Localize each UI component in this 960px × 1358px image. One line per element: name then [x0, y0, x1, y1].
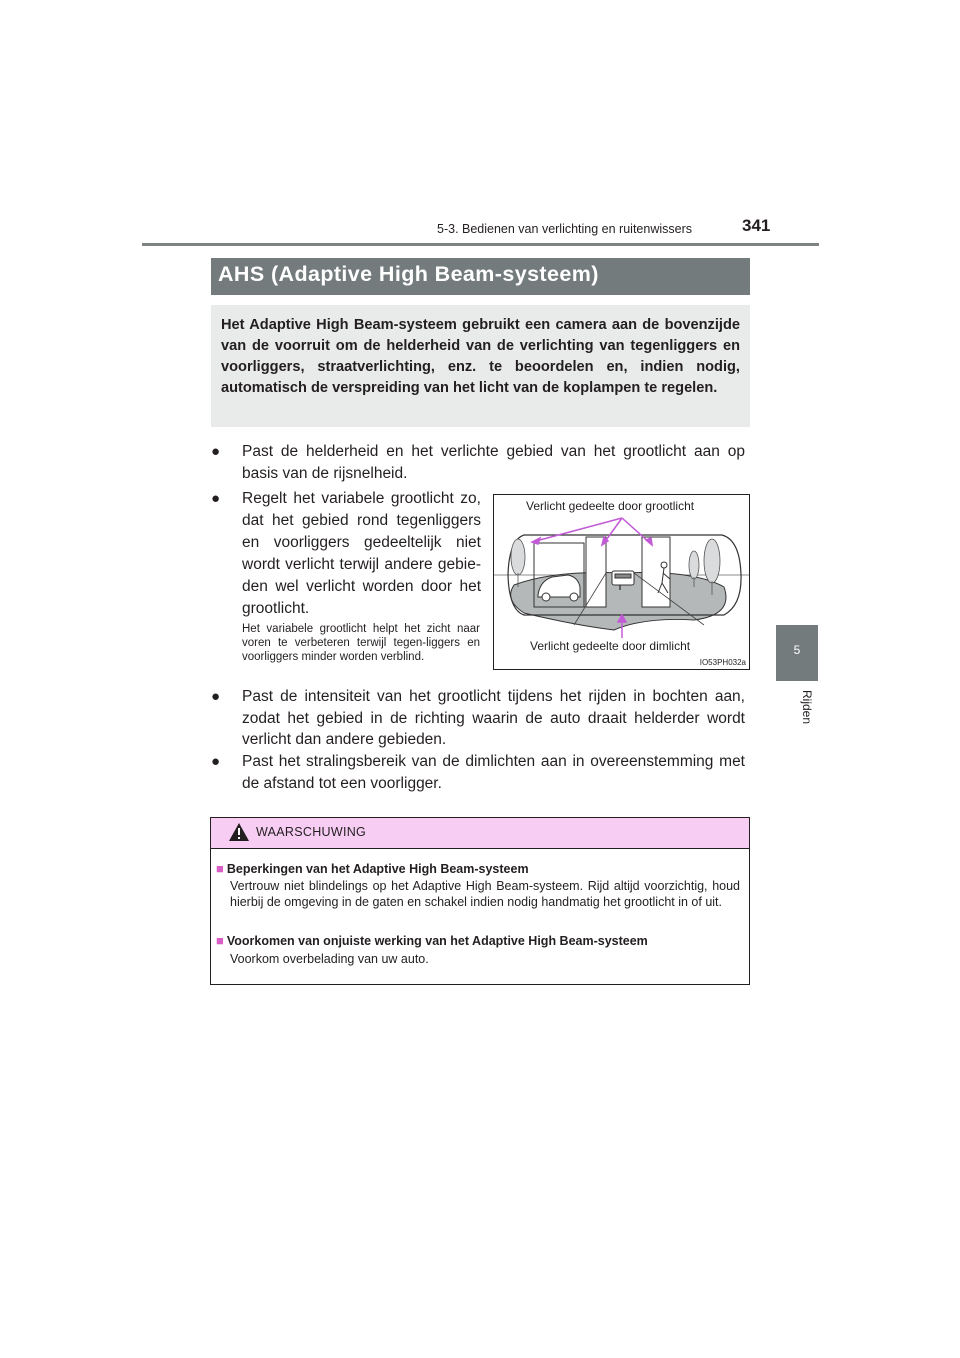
figure-label-high-beam: Verlicht gedeelte door grootlicht: [526, 499, 695, 513]
tree-left: [511, 539, 525, 587]
beam-illustration: [493, 494, 750, 670]
warning-header: [211, 818, 749, 849]
bullet-dot-icon: ●: [211, 753, 221, 770]
warning-triangle-icon: [228, 822, 250, 842]
figure-code: IO53PH032a: [699, 658, 746, 667]
bullet-text: Past de helderheid en het verlichte gebied van het grootlicht aan op basis van de rijsnelheid.: [242, 443, 745, 482]
warning-item-title-text: Beperkingen van het Adaptive High Beam-systeem: [226, 862, 529, 876]
bullet-item: [211, 441, 745, 484]
bullet-text: Past de intensiteit van het grootlicht tijdens het rijden in bochten aan, zodat het gebied in de richting waarin de auto draait helderder wordt verlicht dan andere gebieden.: [242, 688, 745, 748]
bullet-item: [211, 751, 745, 794]
chapter-tab-label: Rijden: [800, 690, 814, 725]
warning-box: [210, 817, 750, 985]
bullet-text: Regelt het variabele grootlicht zo, dat het gebied rond tegenliggers en voorliggers gedeeltelijk niet wordt verlicht terwijl andere gebie-den wel verlicht worden door het grootlicht.: [242, 490, 481, 617]
warning-title: WAARSCHUWING: [256, 825, 367, 839]
warning-item-text: Voorkom overbelading van uw auto.: [230, 952, 429, 966]
bullet-dot-icon: ●: [211, 490, 221, 507]
note-text: Het variabele grootlicht helpt het zicht naar voren te verbeteren terwijl tegen-liggers en voorliggers minder worden verblind.: [242, 623, 480, 663]
section-title-bar: [211, 258, 750, 295]
page-number: 341: [742, 216, 771, 235]
warning-item-title-text: Voorkomen van onjuiste werking van het Adaptive High Beam-systeem: [226, 934, 648, 948]
chapter-tab-number: 5: [793, 643, 801, 657]
figure-label-low-beam: Verlicht gedeelte door dimlicht: [530, 639, 691, 653]
header-rule: [142, 243, 819, 246]
intro-text: Het Adaptive High Beam-systeem gebruikt een camera aan de bovenzijde van de voorruit om de helderheid van de verlichting van tegenliggers en voorliggers, straatverlichting, enz. te beoordelen en, indien nodig, automatisch de verspreiding van het licht van de koplampen te regelen.: [221, 317, 740, 396]
section-title: AHS (Adaptive High Beam-systeem): [218, 262, 599, 286]
intro-box: [211, 305, 750, 427]
bullet-dot-icon: ●: [211, 443, 221, 460]
masked-segment-gap: [586, 537, 606, 607]
warning-item-title: [216, 861, 529, 876]
bullet-text: Past het stralingsbereik van de dimlichten aan in overeenstemming met de afstand tot een voorligger.: [242, 753, 745, 792]
preceding-car: [612, 571, 634, 585]
square-bullet-icon: ■: [216, 861, 224, 876]
header-section-title: 5-3. Bedienen van verlichting en ruitenwissers: [437, 222, 692, 236]
bullet-item: [211, 686, 745, 751]
bullet-dot-icon: ●: [211, 688, 221, 705]
warning-item-title: [216, 933, 648, 948]
chapter-tab[interactable]: [776, 625, 818, 681]
warning-item-text: Vertrouw niet blindelings op het Adaptive High Beam-systeem. Rijd altijd voorzichtig, houd hierbij de omgeving in de gaten en schakel indien nodig handmatig het grootlicht in of uit.: [230, 879, 740, 909]
square-bullet-icon: ■: [216, 933, 224, 948]
bullet-item: [211, 488, 481, 620]
